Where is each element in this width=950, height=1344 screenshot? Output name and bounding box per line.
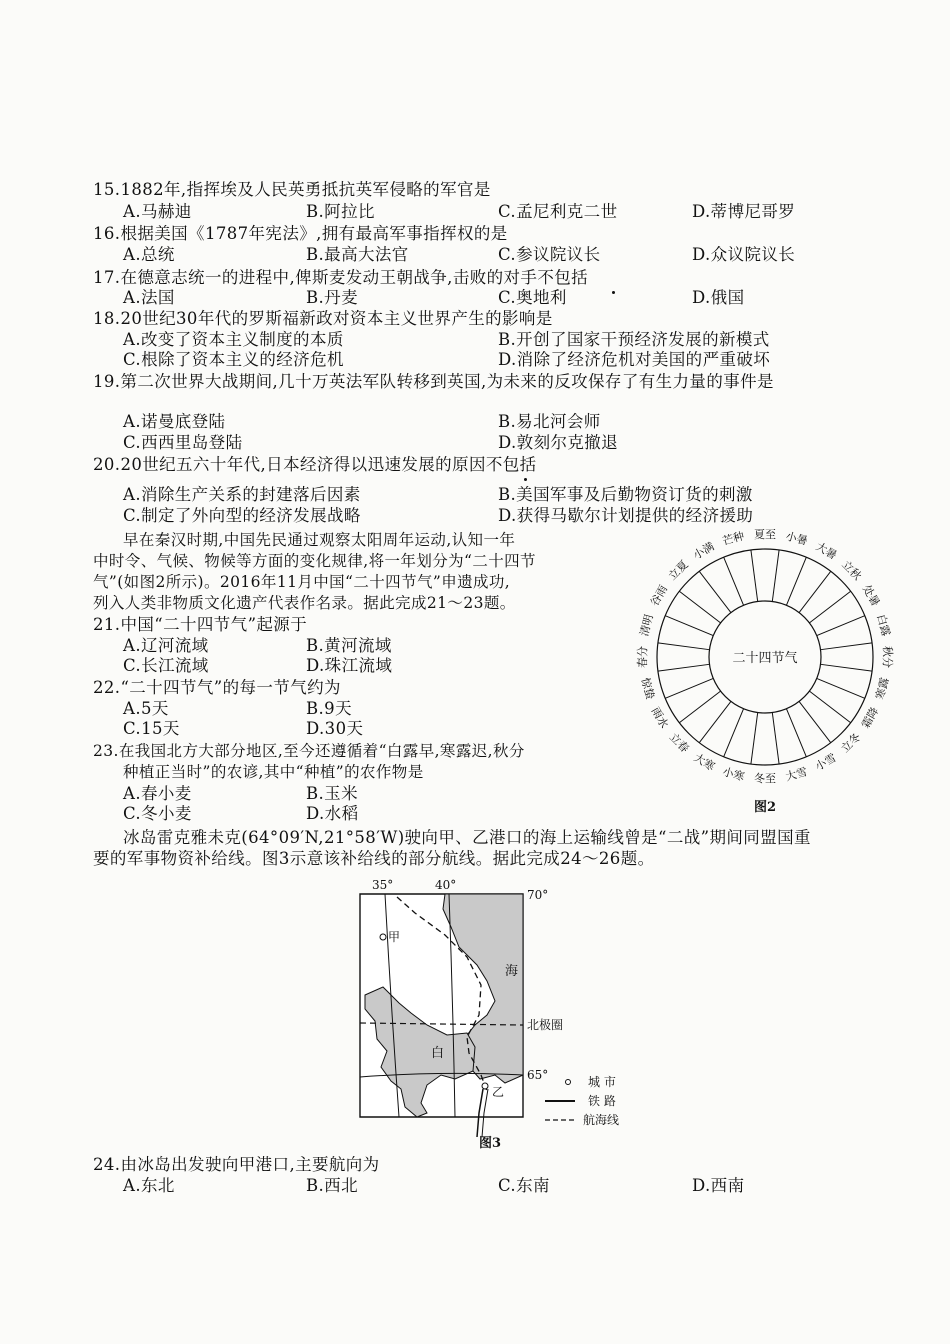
q15-option-c: C.孟尼利克二世 bbox=[498, 202, 618, 221]
solar-term-label: 秋分 bbox=[881, 646, 894, 668]
wheel-spoke bbox=[817, 616, 865, 636]
q19-option-a: A.诺曼底登陆 bbox=[123, 412, 226, 431]
solar-term-label: 夏至 bbox=[754, 528, 776, 541]
figure-3-caption: 图3 bbox=[478, 1136, 502, 1151]
question-15-stem: 15.1882年,指挥埃及人民英勇抵抗英军侵略的军官是 bbox=[93, 180, 491, 199]
q16-option-a: A.总统 bbox=[123, 245, 175, 264]
q18-option-d: D.消除了经济危机对美国的严重破坏 bbox=[498, 350, 771, 369]
q19-option-b: B.易北河会师 bbox=[498, 412, 601, 431]
bai-label: 白 bbox=[431, 1046, 445, 1061]
question-23-stem-line1: 23.在我国北方大部分地区,至今还遵循着“白露早,寒露迟,秋分 bbox=[93, 742, 525, 760]
q23-option-c: C.冬小麦 bbox=[123, 804, 192, 823]
q16-option-d: D.众议院议长 bbox=[692, 245, 796, 264]
wheel-spoke bbox=[817, 678, 865, 698]
wheel-spoke bbox=[679, 591, 720, 623]
solar-terms-wheel-figure bbox=[630, 525, 910, 820]
solar-term-label: 小雪 bbox=[812, 751, 839, 774]
wheel-spoke bbox=[658, 664, 710, 671]
wheel-spoke bbox=[665, 616, 713, 636]
intro-24-26-line2: 要的军事物资补给线。图3示意该补给线的部分航线。据此完成24～26题。 bbox=[93, 849, 655, 868]
solar-term-label: 春分 bbox=[636, 646, 649, 668]
solar-term-label: 大寒 bbox=[691, 751, 718, 774]
q15-option-b: B.阿拉比 bbox=[306, 202, 375, 221]
solar-term-label: 芒种 bbox=[720, 529, 746, 548]
legend-route-label: 航海线 bbox=[583, 1113, 620, 1127]
solar-term-label: 处暑 bbox=[859, 582, 883, 609]
q20-option-d: D.获得马歇尔计划提供的经济援助 bbox=[498, 506, 754, 525]
solar-term-label: 冬至 bbox=[754, 772, 776, 785]
wheel-spoke bbox=[724, 557, 744, 605]
wheel-center-label: 二十四节气 bbox=[732, 651, 798, 666]
intro-21-23-line4: 列入人类非物质文化遗产代表作名录。据此完成21～23题。 bbox=[93, 594, 516, 612]
q24-option-d: D.西南 bbox=[692, 1176, 745, 1195]
q17-option-d: D.俄国 bbox=[692, 288, 745, 307]
wheel-spoke bbox=[821, 643, 873, 650]
q18-option-c: C.根除了资本主义的经济危机 bbox=[123, 350, 344, 369]
intro-24-26-line1: 冰岛雷克雅未克(64°09′N,21°58′W)驶向甲、乙港口的海上运输线曾是“二战”期间同盟国重 bbox=[123, 828, 811, 847]
wheel-spoke bbox=[658, 643, 710, 650]
city-yi-marker bbox=[482, 1083, 488, 1089]
city-yi-label: 乙 bbox=[492, 1085, 505, 1099]
q17-option-c: C.奥地利 bbox=[498, 288, 567, 307]
city-jia-marker bbox=[380, 934, 386, 940]
solar-term-label: 清明 bbox=[637, 612, 656, 638]
route-map-figure bbox=[355, 875, 655, 1153]
question-20-stem: 20.20世纪五六十年代,日本经济得以迅速发展的原因不包括 bbox=[93, 455, 537, 474]
question-23-stem-line2: 种植正当时”的农谚,其中“种植”的农作物是 bbox=[123, 763, 424, 781]
question-22-stem: 22.“二十四节气”的每一节气约为 bbox=[93, 678, 341, 697]
q17-option-b: B.丹麦 bbox=[306, 288, 358, 307]
solar-term-label: 谷雨 bbox=[647, 582, 671, 609]
solar-term-label: 小满 bbox=[690, 539, 717, 563]
wheel-spoke bbox=[799, 571, 831, 612]
q24-option-c: C.东南 bbox=[498, 1176, 550, 1195]
question-17-stem: 17.在德意志统一的进程中,俾斯麦发动王朝战争,击败的对手不包括 bbox=[93, 268, 589, 287]
solar-term-label: 霜降 bbox=[859, 704, 882, 731]
latitude-70-label: 70° bbox=[527, 888, 549, 902]
q15-option-a: A.马赫迪 bbox=[123, 202, 192, 221]
q20-option-c: C.制定了外向型的经济发展战略 bbox=[123, 506, 361, 525]
q21-option-a: A.辽河流域 bbox=[123, 636, 209, 655]
question-24-stem: 24.由冰岛出发驶向甲港口,主要航向为 bbox=[93, 1155, 380, 1174]
wheel-spoke bbox=[751, 550, 758, 602]
intro-21-23-line2: 中时令、气候、物候等方面的变化规律,将一年划分为“二十四节 bbox=[93, 552, 536, 570]
q23-option-d: D.水稻 bbox=[306, 804, 359, 823]
wheel-spoke bbox=[786, 709, 806, 757]
solar-term-label: 小暑 bbox=[784, 529, 810, 548]
q22-option-c: C.15天 bbox=[123, 719, 180, 738]
q21-option-d: D.珠江流域 bbox=[306, 656, 393, 675]
longitude-35-label: 35° bbox=[372, 878, 394, 892]
legend-city-symbol bbox=[566, 1080, 571, 1085]
wheel-spoke bbox=[809, 691, 850, 723]
solar-term-label: 小寒 bbox=[721, 765, 746, 784]
figure-2-caption: 图2 bbox=[753, 800, 777, 815]
solar-term-label: 立夏 bbox=[666, 558, 691, 583]
q19-option-c: C.西西里岛登陆 bbox=[123, 433, 243, 452]
wheel-spoke bbox=[665, 678, 713, 698]
wheel-spoke bbox=[772, 713, 779, 765]
wheel-spoke bbox=[724, 709, 744, 757]
q18-option-a: A.改变了资本主义制度的本质 bbox=[123, 330, 344, 349]
emphasis-dot bbox=[524, 478, 527, 481]
solar-term-label: 大暑 bbox=[813, 539, 840, 563]
intro-21-23-line3: 气”(如图2所示)。2016年11月中国“二十四节气”申遗成功, bbox=[93, 573, 511, 591]
solar-term-label: 寒露 bbox=[873, 676, 892, 701]
solar-term-label: 立秋 bbox=[839, 558, 864, 583]
question-16-stem: 16.根据美国《1787年宪法》,拥有最高军事指挥权的是 bbox=[93, 224, 508, 243]
question-21-stem: 21.中国“二十四节气”起源于 bbox=[93, 615, 308, 634]
q20-option-b: B.美国军事及后勤物资订货的刺激 bbox=[498, 485, 753, 504]
legend-city-label: 城 市 bbox=[588, 1075, 616, 1089]
solar-term-label: 雨水 bbox=[648, 704, 671, 731]
latitude-65-label: 65° bbox=[527, 1068, 549, 1082]
wheel-spoke bbox=[809, 591, 850, 623]
wheel-spoke bbox=[699, 571, 731, 612]
q21-option-c: C.长江流域 bbox=[123, 656, 209, 675]
q21-option-b: B.黄河流域 bbox=[306, 636, 392, 655]
intro-21-23-line1: 早在秦汉时期,中国先民通过观察太阳周年运动,认知一年 bbox=[123, 531, 516, 549]
legend-rail-label: 铁 路 bbox=[588, 1094, 616, 1108]
wheel-spoke bbox=[699, 701, 731, 742]
question-19-stem: 19.第二次世界大战期间,几十万英法军队转移到英国,为未来的反攻保存了有生力量的事件是 bbox=[93, 372, 774, 391]
arctic-circle-label: 北极圈 bbox=[527, 1018, 564, 1032]
q24-option-a: A.东北 bbox=[123, 1176, 175, 1195]
q23-option-a: A.春小麦 bbox=[123, 784, 192, 803]
solar-term-label: 惊蛰 bbox=[638, 676, 657, 701]
q22-option-a: A.5天 bbox=[123, 699, 169, 718]
wheel-spoke bbox=[799, 701, 831, 742]
wheel-spoke bbox=[786, 557, 806, 605]
wheel-spoke bbox=[772, 550, 779, 602]
city-jia-label: 甲 bbox=[388, 930, 401, 944]
emphasis-dot bbox=[612, 291, 615, 294]
q22-option-b: B.9天 bbox=[306, 699, 352, 718]
wheel-spoke bbox=[751, 713, 758, 765]
q22-option-d: D.30天 bbox=[306, 719, 364, 738]
sea-label: 海 bbox=[505, 964, 519, 979]
q19-option-d: D.敦刻尔克撤退 bbox=[498, 433, 619, 452]
q23-option-b: B.玉米 bbox=[306, 784, 358, 803]
q16-option-b: B.最高大法官 bbox=[306, 245, 409, 264]
question-18-stem: 18.20世纪30年代的罗斯福新政对资本主义世界产生的影响是 bbox=[93, 309, 553, 328]
q20-option-a: A.消除生产关系的封建落后因素 bbox=[123, 485, 361, 504]
wheel-spoke bbox=[821, 664, 873, 671]
solar-term-label: 大雪 bbox=[784, 765, 809, 784]
solar-term-label: 立冬 bbox=[838, 730, 864, 756]
solar-term-label: 立春 bbox=[666, 730, 692, 756]
q15-option-d: D.蒂博尼哥罗 bbox=[692, 202, 796, 221]
q16-option-c: C.参议院议长 bbox=[498, 245, 601, 264]
q24-option-b: B.西北 bbox=[306, 1176, 358, 1195]
wheel-spoke bbox=[679, 691, 720, 723]
q18-option-b: B.开创了国家干预经济发展的新模式 bbox=[498, 330, 770, 349]
solar-term-label: 白露 bbox=[874, 612, 893, 638]
longitude-40-label: 40° bbox=[435, 878, 457, 892]
q17-option-a: A.法国 bbox=[123, 288, 175, 307]
